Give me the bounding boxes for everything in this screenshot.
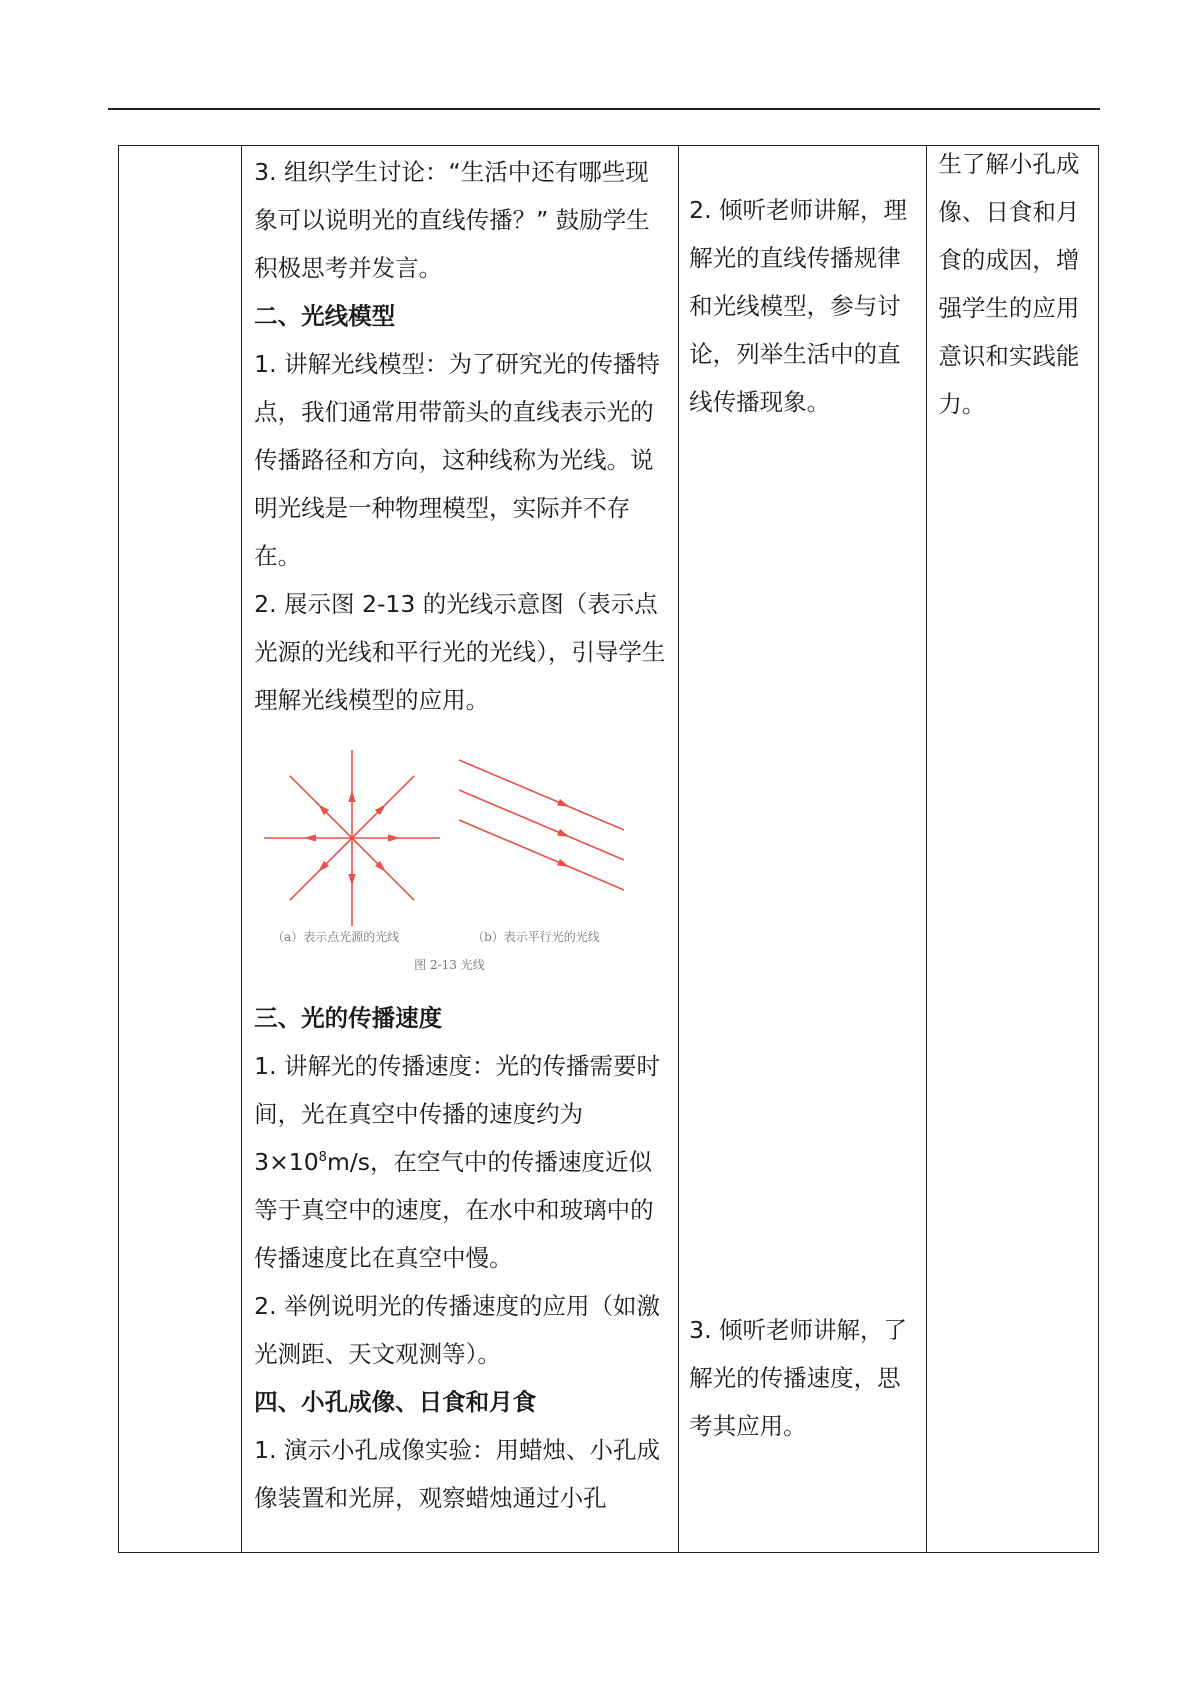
- ray-arrow: [304, 834, 316, 841]
- light-ray-diagram: [254, 738, 654, 938]
- exponent: 8: [318, 1150, 327, 1166]
- paragraph-pinhole-demo: 1. 演示小孔成像实验：用蜡烛、小孔成像装置和光屏，观察蜡烛通过小孔: [254, 1436, 661, 1512]
- table-cell-student-activity: [679, 146, 927, 1553]
- point-source-rays: [264, 750, 440, 926]
- heading-ray-model: 二、光线模型: [254, 302, 396, 330]
- lesson-plan-table: [118, 145, 1099, 1553]
- paragraph-ray-model: 1. 讲解光线模型：为了研究光的传播特点，我们通常用带箭头的直线表示光的传播路径和方向，这种线称为光线。说明光线是一种物理模型，实际并不存在。: [254, 350, 661, 570]
- ray-arrow: [557, 859, 569, 867]
- paragraph-light-speed: [254, 1042, 668, 1282]
- paragraph-discussion: 3. 组织学生讨论：“生活中还有哪些现象可以说明光的直线传播？” 鼓励学生积极思考并发言。: [254, 158, 650, 282]
- paragraph-figure-intro: 2. 展示图 2-13 的光线示意图（表示点光源的光线和平行光的光线），引导学生理解光线模型的应用。: [254, 590, 666, 714]
- ray-arrow: [388, 834, 400, 841]
- heading-light-speed: 三、光的传播速度: [254, 1004, 443, 1032]
- paragraph-student-listen-2: 3. 倾听老师讲解，了解光的传播速度，思考其应用。: [689, 1316, 908, 1440]
- table-row: [119, 146, 1099, 1553]
- light-ray-figure: [254, 738, 654, 988]
- ray-arrow: [349, 790, 356, 802]
- parallel-ray: [459, 790, 624, 860]
- paragraph-speed-application: 2. 举例说明光的传播速度的应用（如激光测距、天文观测等）。: [254, 1292, 661, 1368]
- light-speed-text-a: 1. 讲解光的传播速度：光的传播需要时间，光在真空中传播的速度约为 3×10: [254, 1052, 661, 1176]
- caption-point-source: （a）表示点光源的光线: [272, 930, 400, 944]
- parallel-ray: [459, 820, 624, 890]
- paragraph-student-listen-1: 2. 倾听老师讲解，理解光的直线传播规律和光线模型，参与讨论，列举生活中的直线传播现象。: [689, 196, 908, 416]
- ray-arrow: [557, 799, 569, 807]
- header-rule: [108, 108, 1100, 110]
- parallel-rays: [459, 760, 624, 890]
- figure-caption: 图 2-13 光线: [414, 958, 485, 972]
- ray-arrow: [557, 829, 569, 837]
- heading-pinhole: 四、小孔成像、日食和月食: [254, 1388, 537, 1416]
- paragraph-design-intent: 生了解小孔成像、日食和月食的成因，增强学生的应用意识和实践能力。: [938, 150, 1080, 418]
- parallel-ray: [459, 760, 624, 830]
- table-cell-design-intent: [927, 146, 1099, 1553]
- ray-arrow: [349, 874, 356, 886]
- table-cell-teacher-activity: [242, 146, 679, 1553]
- light-speed-text-b: m/s，在空气中的传播速度近似等于真空中的速度，在水中和玻璃中的传播速度比在真空中慢。: [254, 1148, 654, 1272]
- table-cell-stage: [119, 146, 242, 1553]
- caption-parallel-light: （b）表示平行光的光线: [472, 930, 600, 944]
